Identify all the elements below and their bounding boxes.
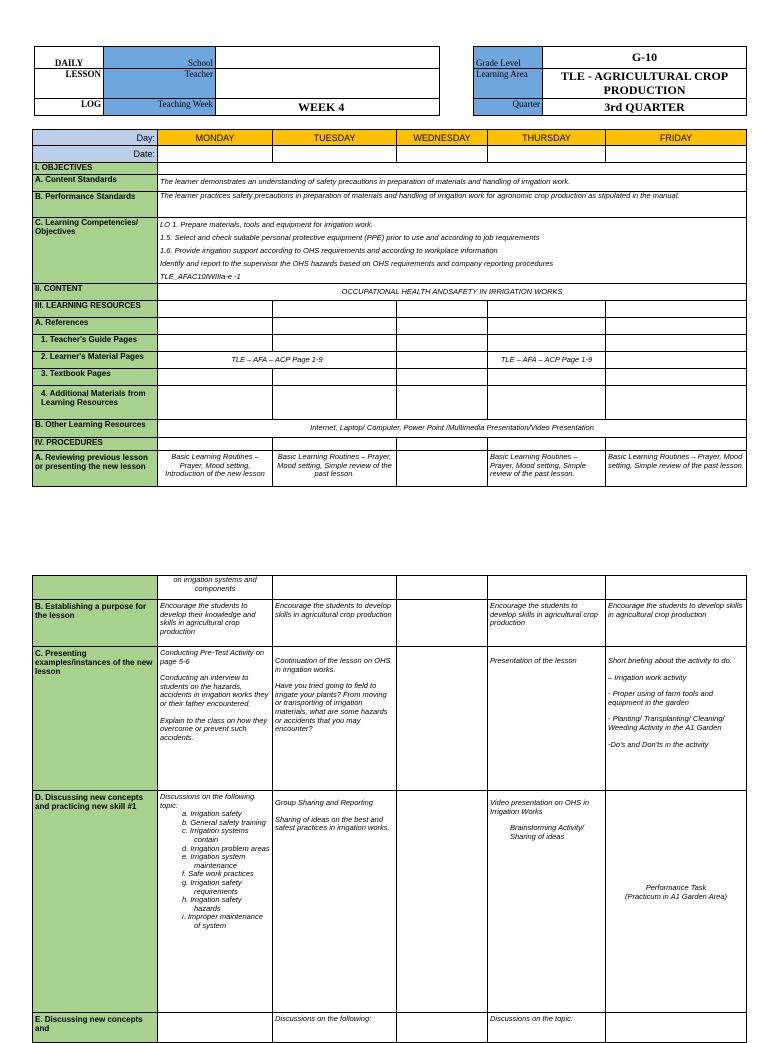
additional-materials-label: 4. Additional Materials from Learning Resources bbox=[33, 386, 158, 420]
cell bbox=[488, 369, 606, 386]
establishing-wednesday bbox=[397, 600, 488, 647]
cell bbox=[158, 318, 273, 335]
topic-item: b. General safety training bbox=[182, 817, 266, 827]
cell bbox=[273, 438, 397, 451]
discussing-friday bbox=[606, 791, 747, 1013]
presenting-friday bbox=[606, 647, 747, 791]
cell bbox=[397, 335, 488, 352]
teacher-value[interactable] bbox=[216, 69, 440, 99]
learning-resources-heading: III. LEARNING RESOURCES bbox=[33, 301, 158, 318]
continued-monday: on irrigation systems and components bbox=[158, 576, 273, 600]
cell bbox=[606, 352, 747, 369]
cell bbox=[273, 576, 397, 600]
cell bbox=[158, 1013, 273, 1043]
teaching-week-value: WEEK 4 bbox=[216, 99, 440, 116]
cell bbox=[273, 369, 397, 386]
presenting-friday-3: - Proper using of farm tools and equipment in the garden bbox=[608, 689, 714, 707]
topic-item: g. Irrigation safety requirements bbox=[182, 877, 242, 896]
learners-material-thu: TLE – AFA – ACP Page 1-9 bbox=[488, 352, 606, 369]
content-standards-label: A. Content Standards bbox=[33, 175, 158, 192]
cell bbox=[488, 301, 606, 318]
lesson-label: LESSON bbox=[35, 69, 104, 99]
performance-task: Performance Task bbox=[645, 882, 707, 892]
discussing-concepts-1-label: D. Discussing new concepts and practicing new skill #1 bbox=[33, 791, 158, 1013]
cell bbox=[606, 335, 747, 352]
grade-level-label: Grade Level bbox=[474, 47, 543, 69]
review-tuesday: Basic Learning Routines – Prayer, Mood setting, Simple review of the past lesson. bbox=[273, 451, 397, 487]
cell bbox=[397, 438, 488, 451]
presenting-monday-3: Explain to the class on how they overcome or prevent such accidents. bbox=[160, 715, 268, 742]
discussing-wednesday bbox=[397, 791, 488, 1013]
cell bbox=[397, 369, 488, 386]
cell bbox=[158, 335, 273, 352]
quarter-value: 3rd QUARTER bbox=[543, 99, 747, 116]
date-label: Date: bbox=[33, 146, 158, 163]
header-gap bbox=[440, 47, 474, 69]
objectives-heading: I. OBJECTIVES bbox=[33, 163, 158, 175]
competency-3: 1.6. Provide irrigation support according to OHS requirements and according to workplace information bbox=[160, 246, 498, 255]
day-friday: FRIDAY bbox=[606, 130, 747, 146]
discussing2-tuesday: Discussions on the following: bbox=[273, 1013, 397, 1043]
presenting-tuesday-1: Continuation of the lesson on OHS in irrigation works. bbox=[275, 656, 391, 674]
cell bbox=[397, 1013, 488, 1043]
performance-task-detail: (Practicum in A1 Garden Area) bbox=[625, 891, 727, 901]
day-wednesday: WEDNESDAY bbox=[397, 130, 488, 146]
cell bbox=[606, 576, 747, 600]
presenting-monday-1: Conducting Pre-Test Activity on page 5-6 bbox=[160, 648, 265, 666]
presenting-friday-1: Short briefing about the activity to do. bbox=[608, 656, 732, 665]
presenting-wednesday bbox=[397, 647, 488, 791]
lesson-log-table-continued bbox=[32, 575, 747, 1043]
review-monday: Basic Learning Routines – Prayer, Mood setting, Introduction of the new lesson bbox=[158, 451, 273, 487]
discussing-tuesday bbox=[273, 791, 397, 1013]
presenting-friday-4: - Planting/ Transplanting/ Cleaning/ Weeding Activity in the A1 Garden bbox=[608, 714, 725, 732]
cell bbox=[158, 301, 273, 318]
date-wednesday[interactable] bbox=[397, 146, 488, 163]
cell bbox=[606, 1013, 747, 1043]
cell bbox=[606, 369, 747, 386]
teachers-guide-label: 1. Teacher's Guide Pages bbox=[33, 335, 158, 352]
competency-2: 1.5. Select and check suitable personal protective equipment (PPE) prior to use and according to job requirements bbox=[160, 233, 540, 242]
cell bbox=[606, 386, 747, 420]
header-table bbox=[34, 46, 747, 116]
cell bbox=[606, 438, 747, 451]
cell bbox=[158, 386, 273, 420]
cell bbox=[488, 318, 606, 335]
competency-code: TLE_AFAC10IWIIIa-e -1 bbox=[160, 272, 241, 281]
presenting-monday-2: Conducting an interview to students on the hazards, accidents in irrigation works they or their father encountered. bbox=[160, 673, 269, 708]
content-text: OCCUPATIONAL HEALTH ANDSAFETY IN IRRIGATION WORKS bbox=[158, 284, 747, 301]
discussing-tuesday-1: Group Sharing and Reporting bbox=[275, 798, 373, 807]
school-label: School bbox=[104, 47, 216, 69]
cell bbox=[158, 369, 273, 386]
grade-level-value: G-10 bbox=[543, 47, 747, 69]
performance-standards-text: The learner practices safety precautions in preparation of materials and handling of irrigation work for agronomic crop production as stipulated in the manual. bbox=[158, 192, 747, 218]
quarter-label: Quarter bbox=[474, 99, 543, 116]
learning-area-value: TLE - AGRICULTURAL CROP PRODUCTION bbox=[543, 69, 747, 99]
discussing-thursday bbox=[488, 791, 606, 1013]
establishing-thursday: Encourage the students to develop skills in agricultural crop production bbox=[488, 600, 606, 647]
discussing-thursday-1: Video presentation on OHS in Irrigation Works bbox=[490, 798, 590, 816]
discussing-thursday-2: Brainstorming Activity/ Sharing of ideas bbox=[510, 823, 584, 841]
review-thursday: Basic Learning Routines – Prayer, Mood setting, Simple review of the past lesson. bbox=[488, 451, 606, 487]
topic-item: f. Safe work practices bbox=[182, 869, 254, 879]
discussing-tuesday-2: Sharing of ideas on the best and safest practices in irrigation works. bbox=[275, 814, 390, 833]
cell bbox=[606, 318, 747, 335]
presenting-tuesday-2: Have you tried going to field to irrigate your plants? From moving or transporting of irrigation materials, what are some hazards or accidents that you may encounter? bbox=[275, 681, 388, 734]
content-standards-text: The learner demonstrates an understanding of safety precautions in preparation of materials and handling of irrigation work. bbox=[158, 175, 747, 192]
presenting-tuesday bbox=[273, 647, 397, 791]
discussing2-thursday: Discussions on the topic: bbox=[488, 1013, 606, 1043]
cell bbox=[397, 386, 488, 420]
review-friday: Basic Learning Routines – Prayer, Mood setting, Simple review of the past lesson. bbox=[606, 451, 747, 487]
date-friday[interactable] bbox=[606, 146, 747, 163]
competency-1: LO 1. Prepare materials, tools and equipment for irrigation work. bbox=[160, 220, 374, 229]
teacher-label: Teacher bbox=[104, 69, 216, 99]
references-heading: A. References bbox=[33, 318, 158, 335]
content-heading: II. CONTENT bbox=[33, 284, 158, 301]
presenting-examples-label: C. Presenting examples/instances of the new lesson bbox=[33, 647, 158, 791]
textbook-label: 3. Textbook Pages bbox=[33, 369, 158, 386]
header-gap bbox=[440, 99, 474, 116]
review-wednesday bbox=[397, 451, 488, 487]
day-thursday: THURSDAY bbox=[488, 130, 606, 146]
cell bbox=[397, 352, 488, 369]
day-label: Day: bbox=[33, 130, 158, 146]
establishing-friday: Encourage the students to develop skills in agricultural crop production bbox=[606, 600, 747, 647]
date-thursday[interactable] bbox=[488, 146, 606, 163]
topic-item: i. Improper maintenance of system bbox=[182, 912, 263, 930]
cell bbox=[158, 438, 273, 451]
cell bbox=[488, 438, 606, 451]
cell bbox=[488, 386, 606, 420]
cell bbox=[397, 301, 488, 318]
log-label: LOG bbox=[35, 99, 104, 116]
continued-label bbox=[33, 576, 158, 600]
day-tuesday: TUESDAY bbox=[273, 130, 397, 146]
topic-item: e. Irrigation system maintenance bbox=[182, 852, 246, 870]
cell bbox=[488, 576, 606, 600]
competency-4: Identify and report to the supervisor the OHS hazards based on OHS requirements and company reporting procedures bbox=[160, 259, 554, 268]
topic-list bbox=[160, 810, 270, 930]
date-tuesday[interactable] bbox=[273, 146, 397, 163]
other-resources-label: B. Other Learning Resources bbox=[33, 420, 158, 438]
objectives-blank bbox=[158, 163, 747, 175]
cell bbox=[397, 576, 488, 600]
discussing-monday-intro: Discussions on the following topic: bbox=[160, 792, 255, 810]
presenting-friday-2: – Irrigation work activity bbox=[608, 672, 687, 682]
date-monday[interactable] bbox=[158, 146, 273, 163]
cell bbox=[397, 318, 488, 335]
school-value[interactable] bbox=[216, 47, 440, 69]
learning-area-label: Learning Area bbox=[474, 69, 543, 99]
establishing-purpose-label: B. Establishing a purpose for the lesson bbox=[33, 600, 158, 647]
topic-item: d. Irrigation problem areas bbox=[182, 843, 270, 853]
discussing-concepts-2-label: E. Discussing new concepts and bbox=[33, 1013, 158, 1043]
topic-item: c. Irrigation systems contain bbox=[182, 826, 249, 844]
teaching-week-label: Teaching Week bbox=[104, 99, 216, 116]
learners-material-label: 2. Learner's Material Pages bbox=[33, 352, 158, 369]
discussing-monday bbox=[158, 791, 273, 1013]
lesson-log-table bbox=[32, 129, 747, 487]
performance-standards-label: B. Performance Standards bbox=[33, 192, 158, 218]
topic-item: h. Irrigation safety hazards bbox=[182, 895, 242, 913]
cell bbox=[273, 301, 397, 318]
competencies-text bbox=[158, 218, 747, 284]
procedures-heading: IV. PROCEDURES bbox=[33, 438, 158, 451]
day-monday: MONDAY bbox=[158, 130, 273, 146]
cell bbox=[273, 318, 397, 335]
cell bbox=[273, 386, 397, 420]
header-gap bbox=[440, 69, 474, 99]
cell bbox=[606, 301, 747, 318]
presenting-monday bbox=[158, 647, 273, 791]
competencies-label: C. Learning Competencies/ Objectives bbox=[33, 218, 158, 284]
learners-material-mon-tue: TLE – AFA – ACP Page 1-9 bbox=[158, 352, 397, 369]
establishing-monday: Encourage the students to develop their knowledge and skills in agricultural crop production bbox=[158, 600, 273, 647]
topic-item: a. Irrigation safety bbox=[182, 809, 242, 819]
daily-label: DAILY bbox=[35, 47, 104, 69]
cell bbox=[488, 335, 606, 352]
presenting-thursday: Presentation of the lesson bbox=[488, 647, 606, 791]
reviewing-label: A. Reviewing previous lesson or presenting the new lesson bbox=[33, 451, 158, 487]
other-resources-text: Internet, Laptop/ Computer, Power Point /Multimedia Presentation/Video Presentation bbox=[158, 420, 747, 438]
cell bbox=[273, 335, 397, 352]
presenting-friday-5: -Do's and Don'ts in the activity bbox=[608, 739, 709, 749]
establishing-tuesday: Encourage the students to develop skills in agricultural crop production bbox=[273, 600, 397, 647]
